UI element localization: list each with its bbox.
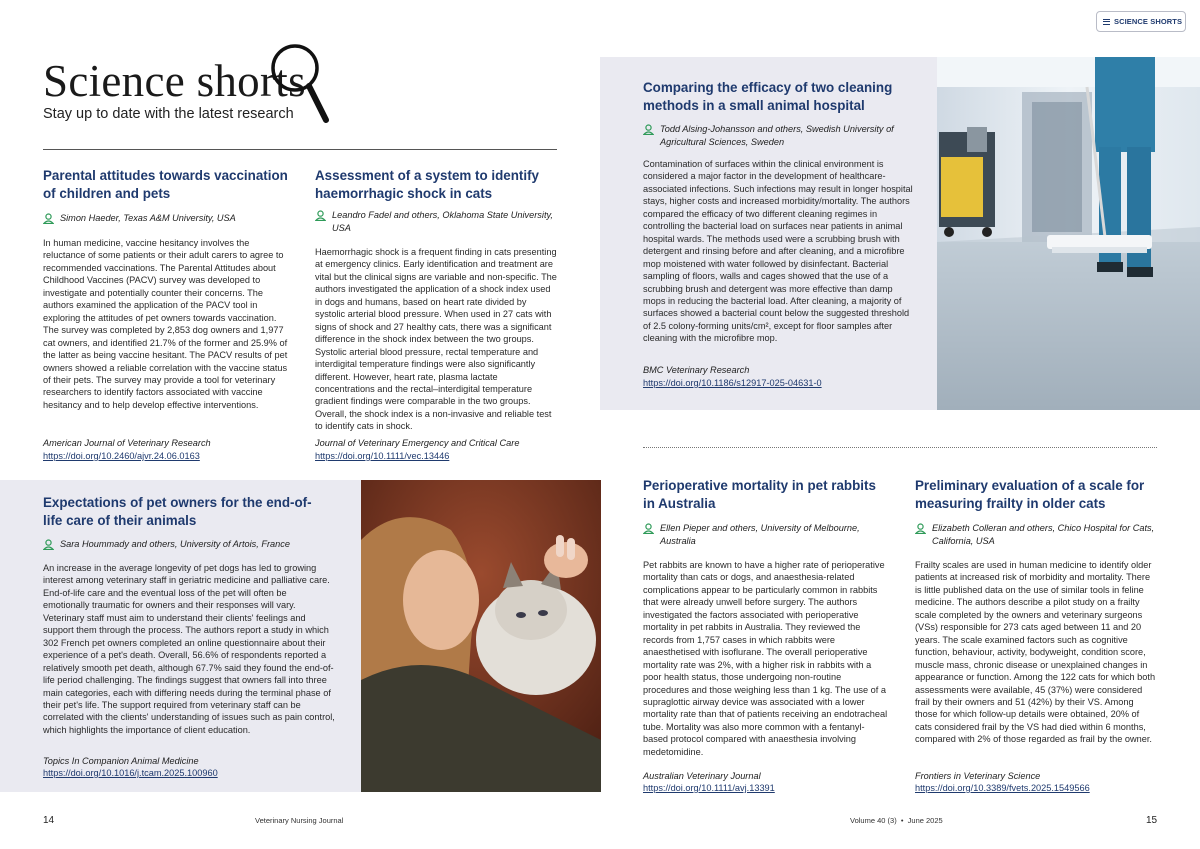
article-body: An increase in the average longevity of pet dogs has led to growing interest among veterinary staff in geriatric medicine and palliative care. End-of-life care and the eventual loss of the pet will often be emotionally traumatic for owners and their responses will vary. Veterinary staff must aim to understand their clients' feelings and support them through the process. The authors report a study in which 302 French pet owners completed an online questionnaire about their experience of a pet's death. Overall, 56.6% of respondents reported a relatively smooth pet death, although 67.7% said they found the end-of-life period challenging. The findings suggest that owners fall into three main categories, each with differing needs during the terminal phase of their pet's life. The support required from veterinary staff can be correlated with the clients' understanding of issues such as pain control, which highlights the importance of client education.	[43, 563, 335, 735]
person-icon	[643, 523, 654, 534]
section-tag	[1096, 11, 1186, 32]
journal-name: Journal of Veterinary Emergency and Critical Care	[315, 438, 520, 448]
article-title: Preliminary evaluation of a scale for measuring frailty in older cats	[915, 478, 1145, 511]
publication-name: Veterinary Nursing Journal	[255, 816, 344, 825]
article-body: In human medicine, vaccine hesitancy involves the reluctance of some patients or their adult carers to agree to recommended vaccinations. The Parental Attitudes about Childhood Vaccines (PACV) survey was developed to investigate and potentially counter their concerns. The authors examined the application of the PACV tool in exploring the attitudes of pet owners towards vaccination. The survey was completed by 2,853 dog owners and 1,977 cat owners, and identified 21.7% of the former and 25.9% of the latter as being vaccine hesitant. The PACV results of pet owners showed a reliable correlation with the vaccine status of their pets. The survey may provide a tool for veterinary researchers to identify factors associated with vaccine hesitancy and to help develop effective interventions.	[43, 238, 288, 410]
article-body: Frailty scales are used in human medicine to identify older patients at increased risk of morbidity and mortality. There is little published data on the use of similar tools in feline medicine. The authors describe a pilot study on a frailty scale completed by the owners and veterinary surgeons (VSs) responsible for 273 cats aged between 11 and 20 years. The scale examined factors such as cognitive function, behaviour, activity, bodyweight, condition score, muscle mass, chronic disease or unexplained changes in appearance or function. Among the 122 cats for which both assessments were available, 45 (37%) were considered frail by their owners and 51 (42%) by their VS. Among those for which follow-up details were obtained, 20% of cats considered frail by the VS had died within 6 months, compared with 2% of those regarded as frail by the owner.	[915, 560, 1156, 745]
journal-name: BMC Veterinary Research	[643, 365, 750, 375]
doi-link[interactable]: https://doi.org/10.1111/avj.13391	[643, 783, 775, 793]
page-title: Science shorts	[43, 56, 306, 106]
article-title: Expectations of pet owners for the end-of-life care of their animals	[43, 495, 312, 528]
article-title: Assessment of a system to identify haemorrhagic shock in cats	[315, 168, 539, 201]
page-number-left: 14	[43, 815, 55, 826]
article-author	[315, 209, 560, 234]
article-author	[915, 522, 1160, 547]
page-number-right: 15	[1146, 815, 1158, 826]
section-tag-label: SCIENCE SHORTS	[1114, 17, 1183, 26]
journal-name: Frontiers in Veterinary Science	[915, 771, 1041, 781]
doi-link[interactable]: https://doi.org/10.3389/fvets.2025.1549566	[915, 783, 1090, 793]
menu-lines-icon	[1103, 19, 1110, 25]
title-divider	[43, 149, 557, 150]
article-author	[43, 538, 343, 551]
issue-info: Volume 40 (3) • June 2025	[850, 816, 943, 825]
article-author	[43, 212, 288, 225]
person-icon	[915, 523, 926, 534]
article-title: Perioperative mortality in pet rabbits in Australia	[643, 478, 876, 511]
doi-link[interactable]: https://doi.org/10.1186/s12917-025-04631-0	[643, 378, 822, 388]
article-body: Haemorrhagic shock is a frequent finding in cats presenting at emergency clinics. Early identification and treatment are vital but the clinical signs are variable and non-specific. The authors investigated the application of a shock index used in dogs and humans, based on heart rate divided by systolic arterial blood pressure. When used in 27 cats with signs of shock and 27 healthy cats, there was a significant difference in the shock index between the two groups. Systolic arterial blood pressure, rectal temperature and interdigital temperature findings were also significantly different. However, heart rate, plasma lactate concentrations and the rectal–interdigital temperature gradient findings were comparable in the two groups. Overall, the shock index is a non-invasive and reliable test to identify cats in shock.	[315, 247, 557, 432]
hospital-cleaning-photo	[937, 57, 1200, 410]
article-body: Pet rabbits are known to have a higher rate of perioperative mortality than cats or dogs, and anaesthesia-related complications appear to be particularly common in rabbits that were already unwell before surgery. The authors investigated the factors associated with perioperative mortality in pet rabbits in Australia. They reviewed the records from 1,757 cases in which rabbits were anaesthetised with isoflurane. The overall perioperative mortality rate was 2%, with a higher risk in rabbits with a poor health status, those undergoing non-routine procedures and those weighing less than 1 kg. The use of a supraglottic airway device was associated with a lower mortality rate than that of patients receiving an endotracheal tube. Mortality was also more common with a fentanyl-based protocol compared with anaesthesia involving medetomidine.	[643, 560, 888, 757]
person-icon	[43, 539, 54, 550]
author-text: Elizabeth Colleran and others, Chico Hospital for Cats, California, USA	[932, 523, 1155, 546]
person-icon	[315, 210, 326, 221]
article-title: Comparing the efficacy of two cleaning methods in a small animal hospital	[643, 80, 893, 113]
doi-link[interactable]: https://doi.org/10.1016/j.tcam.2025.100960	[43, 768, 218, 778]
section-divider	[643, 447, 1157, 448]
author-text: Simon Haeder, Texas A&M University, USA	[60, 213, 236, 223]
person-icon	[643, 124, 654, 135]
author-text: Sara Hoummady and others, University of Artois, France	[60, 539, 290, 549]
article-title: Parental attitudes towards vaccination of children and pets	[43, 168, 288, 201]
doi-link[interactable]: https://doi.org/10.1111/vec.13446	[315, 451, 450, 461]
article-author	[643, 522, 888, 547]
article-body: Contamination of surfaces within the clinical environment is considered a major factor in the development of healthcare-associated infections. Such infections may result in longer hospital stays, higher costs and increased morbidity/mortality. The authors compared the efficacy of two different cleaning regimes in controlling the bacterial load on surfaces near patients in animal hospital wards. The methods used were a scrubbing brush with detergent and rinsing before and after cleaning, and a microfibre mop moistened with water followed by disinfectant. Bacterial sampling of floors, walls and cages showed that the use of a scrubbing brush and detergent was more effective than damp mops in reducing the bacterial load. After cleaning, a majority of surfaces showed a bacterial count below the suggested threshold of 2.5 colony-forming units/cm², except for floor samples after cleaning with the microfibre mop.	[643, 159, 913, 344]
journal-name: Topics In Companion Animal Medicine	[43, 756, 199, 766]
page-subtitle: Stay up to date with the latest research	[43, 106, 294, 122]
journal-name: Australian Veterinary Journal	[643, 771, 761, 781]
article-author	[643, 123, 913, 148]
girl-with-cat-photo	[361, 480, 601, 792]
author-text: Leandro Fadel and others, Oklahoma State University, USA	[332, 210, 553, 233]
author-text: Ellen Pieper and others, University of Melbourne, Australia	[660, 523, 860, 546]
doi-link[interactable]: https://doi.org/10.2460/ajvr.24.06.0163	[43, 451, 200, 461]
author-text: Todd Alsing-Johansson and others, Swedish University of Agricultural Sciences, Sweden	[660, 124, 894, 147]
journal-name: American Journal of Veterinary Research	[43, 438, 211, 448]
person-icon	[43, 213, 54, 224]
